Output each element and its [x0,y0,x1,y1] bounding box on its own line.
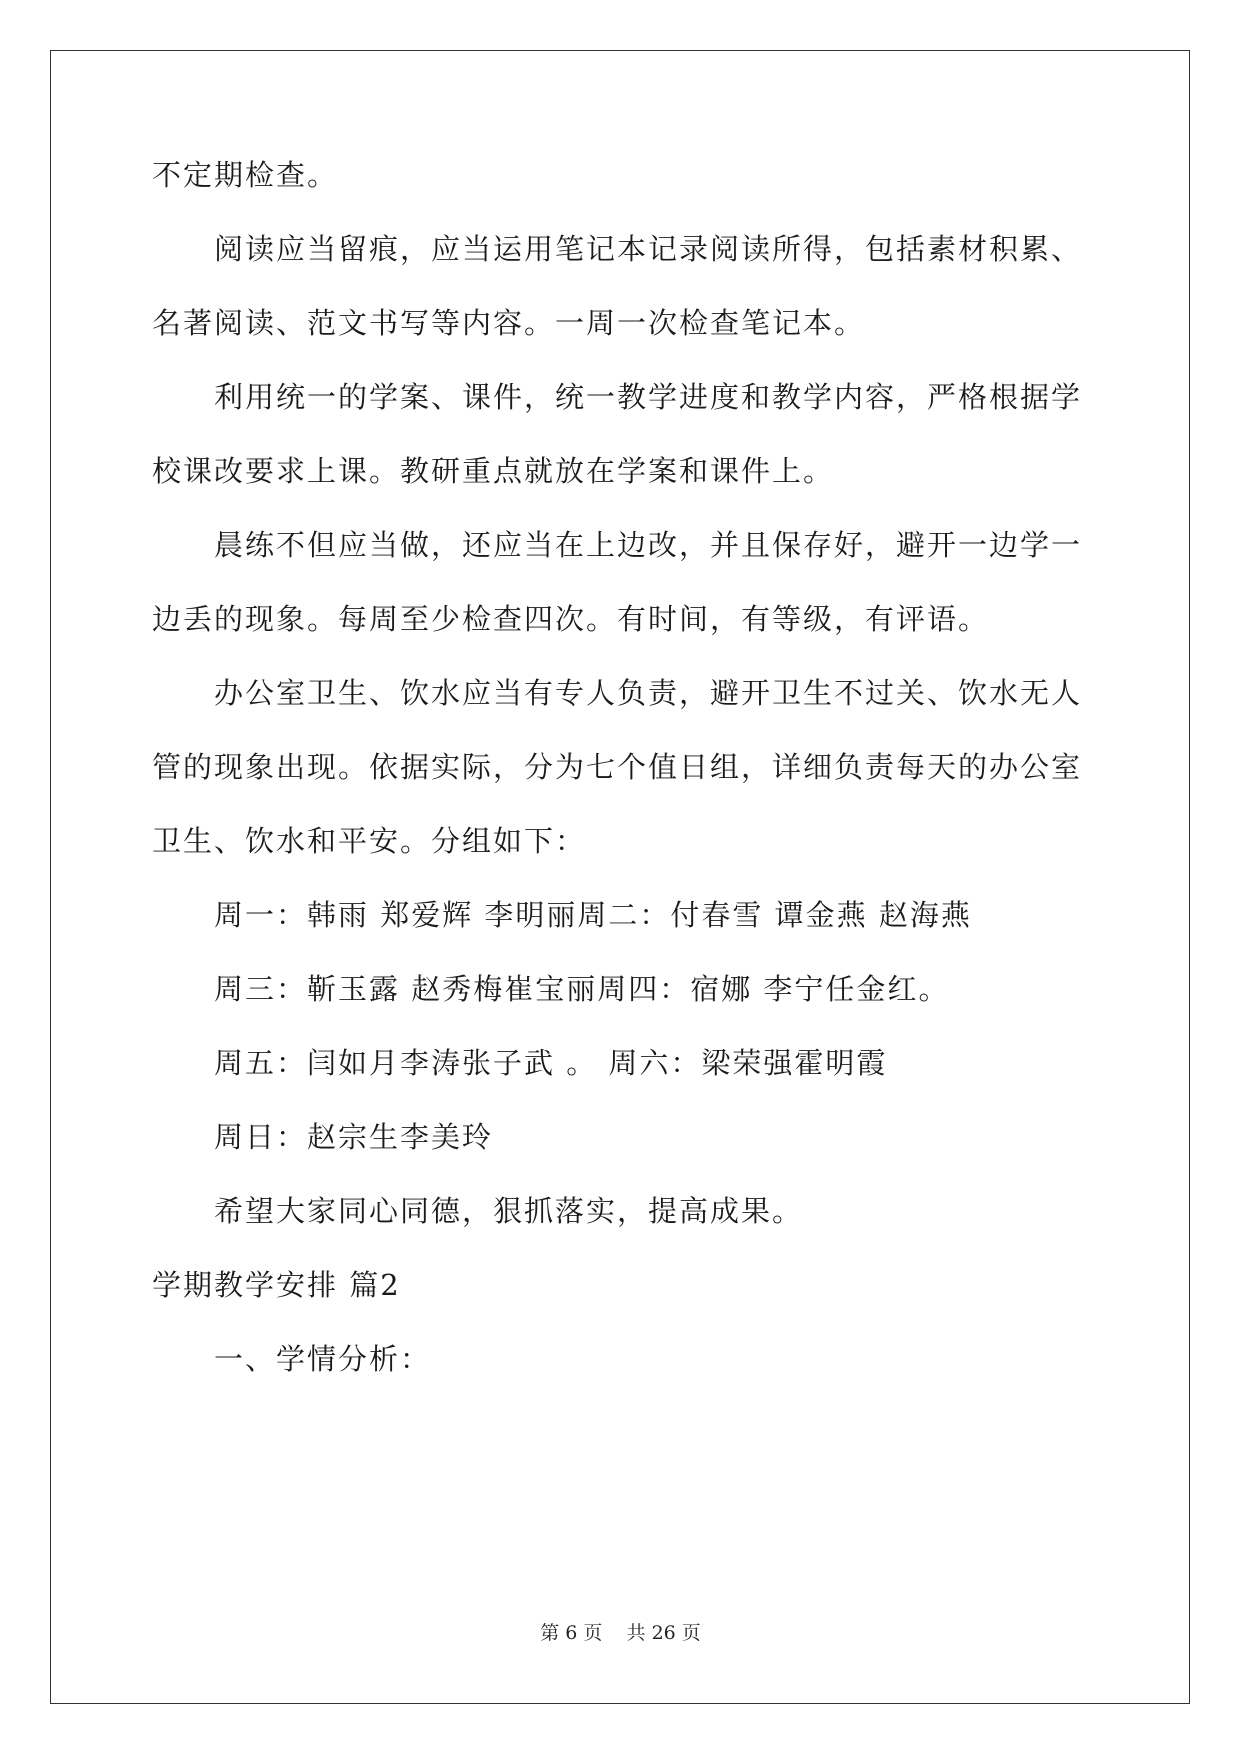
text-line-8: 办公室卫生、饮水应当有专人负责，避开卫生不过关、饮水无人 [214,676,1083,710]
text-line-9: 管的现象出现。依据实际，分为七个值日组，详细负责每天的办公室 [152,750,1083,784]
text-line-2: 阅读应当留痕，应当运用笔记本记录阅读所得，包括素材积累、 [214,232,1083,266]
duty-wednesday-thursday: 周三：靳玉露 赵秀梅崔宝丽周四：宿娜 李宁任金红。 [214,972,950,1006]
duty-monday-tuesday: 周一：韩雨 郑爱辉 李明丽周二：付春雪 谭金燕 赵海燕 [214,898,972,932]
page-footer [0,1618,1241,1645]
subsection-heading: 一、学情分析： [214,1342,432,1376]
page-frame [50,50,1190,1704]
text-line-10: 卫生、饮水和平安。分组如下： [152,824,587,858]
duty-sunday: 周日：赵宗生李美玲 [214,1120,494,1154]
text-line-1: 不定期检查。 [152,158,339,192]
page-number-label: 第 6 页 共 26 页 [540,1622,701,1644]
text-line-3: 名著阅读、范文书写等内容。一周一次检查笔记本。 [152,306,866,340]
section-heading: 学期教学安排 篇2 [152,1268,401,1302]
text-line-closing: 希望大家同心同德，狠抓落实，提高成果。 [214,1194,804,1228]
text-line-6: 晨练不但应当做，还应当在上边改，并且保存好，避开一边学一 [214,528,1083,562]
text-line-5: 校课改要求上课。教研重点就放在学案和课件上。 [152,454,835,488]
text-line-4: 利用统一的学案、课件，统一教学进度和教学内容，严格根据学 [214,380,1083,414]
duty-friday-saturday: 周五：闫如月李涛张子武 。 周六：梁荣强霍明霞 [214,1046,888,1080]
text-line-7: 边丢的现象。每周至少检查四次。有时间，有等级，有评语。 [152,602,990,636]
